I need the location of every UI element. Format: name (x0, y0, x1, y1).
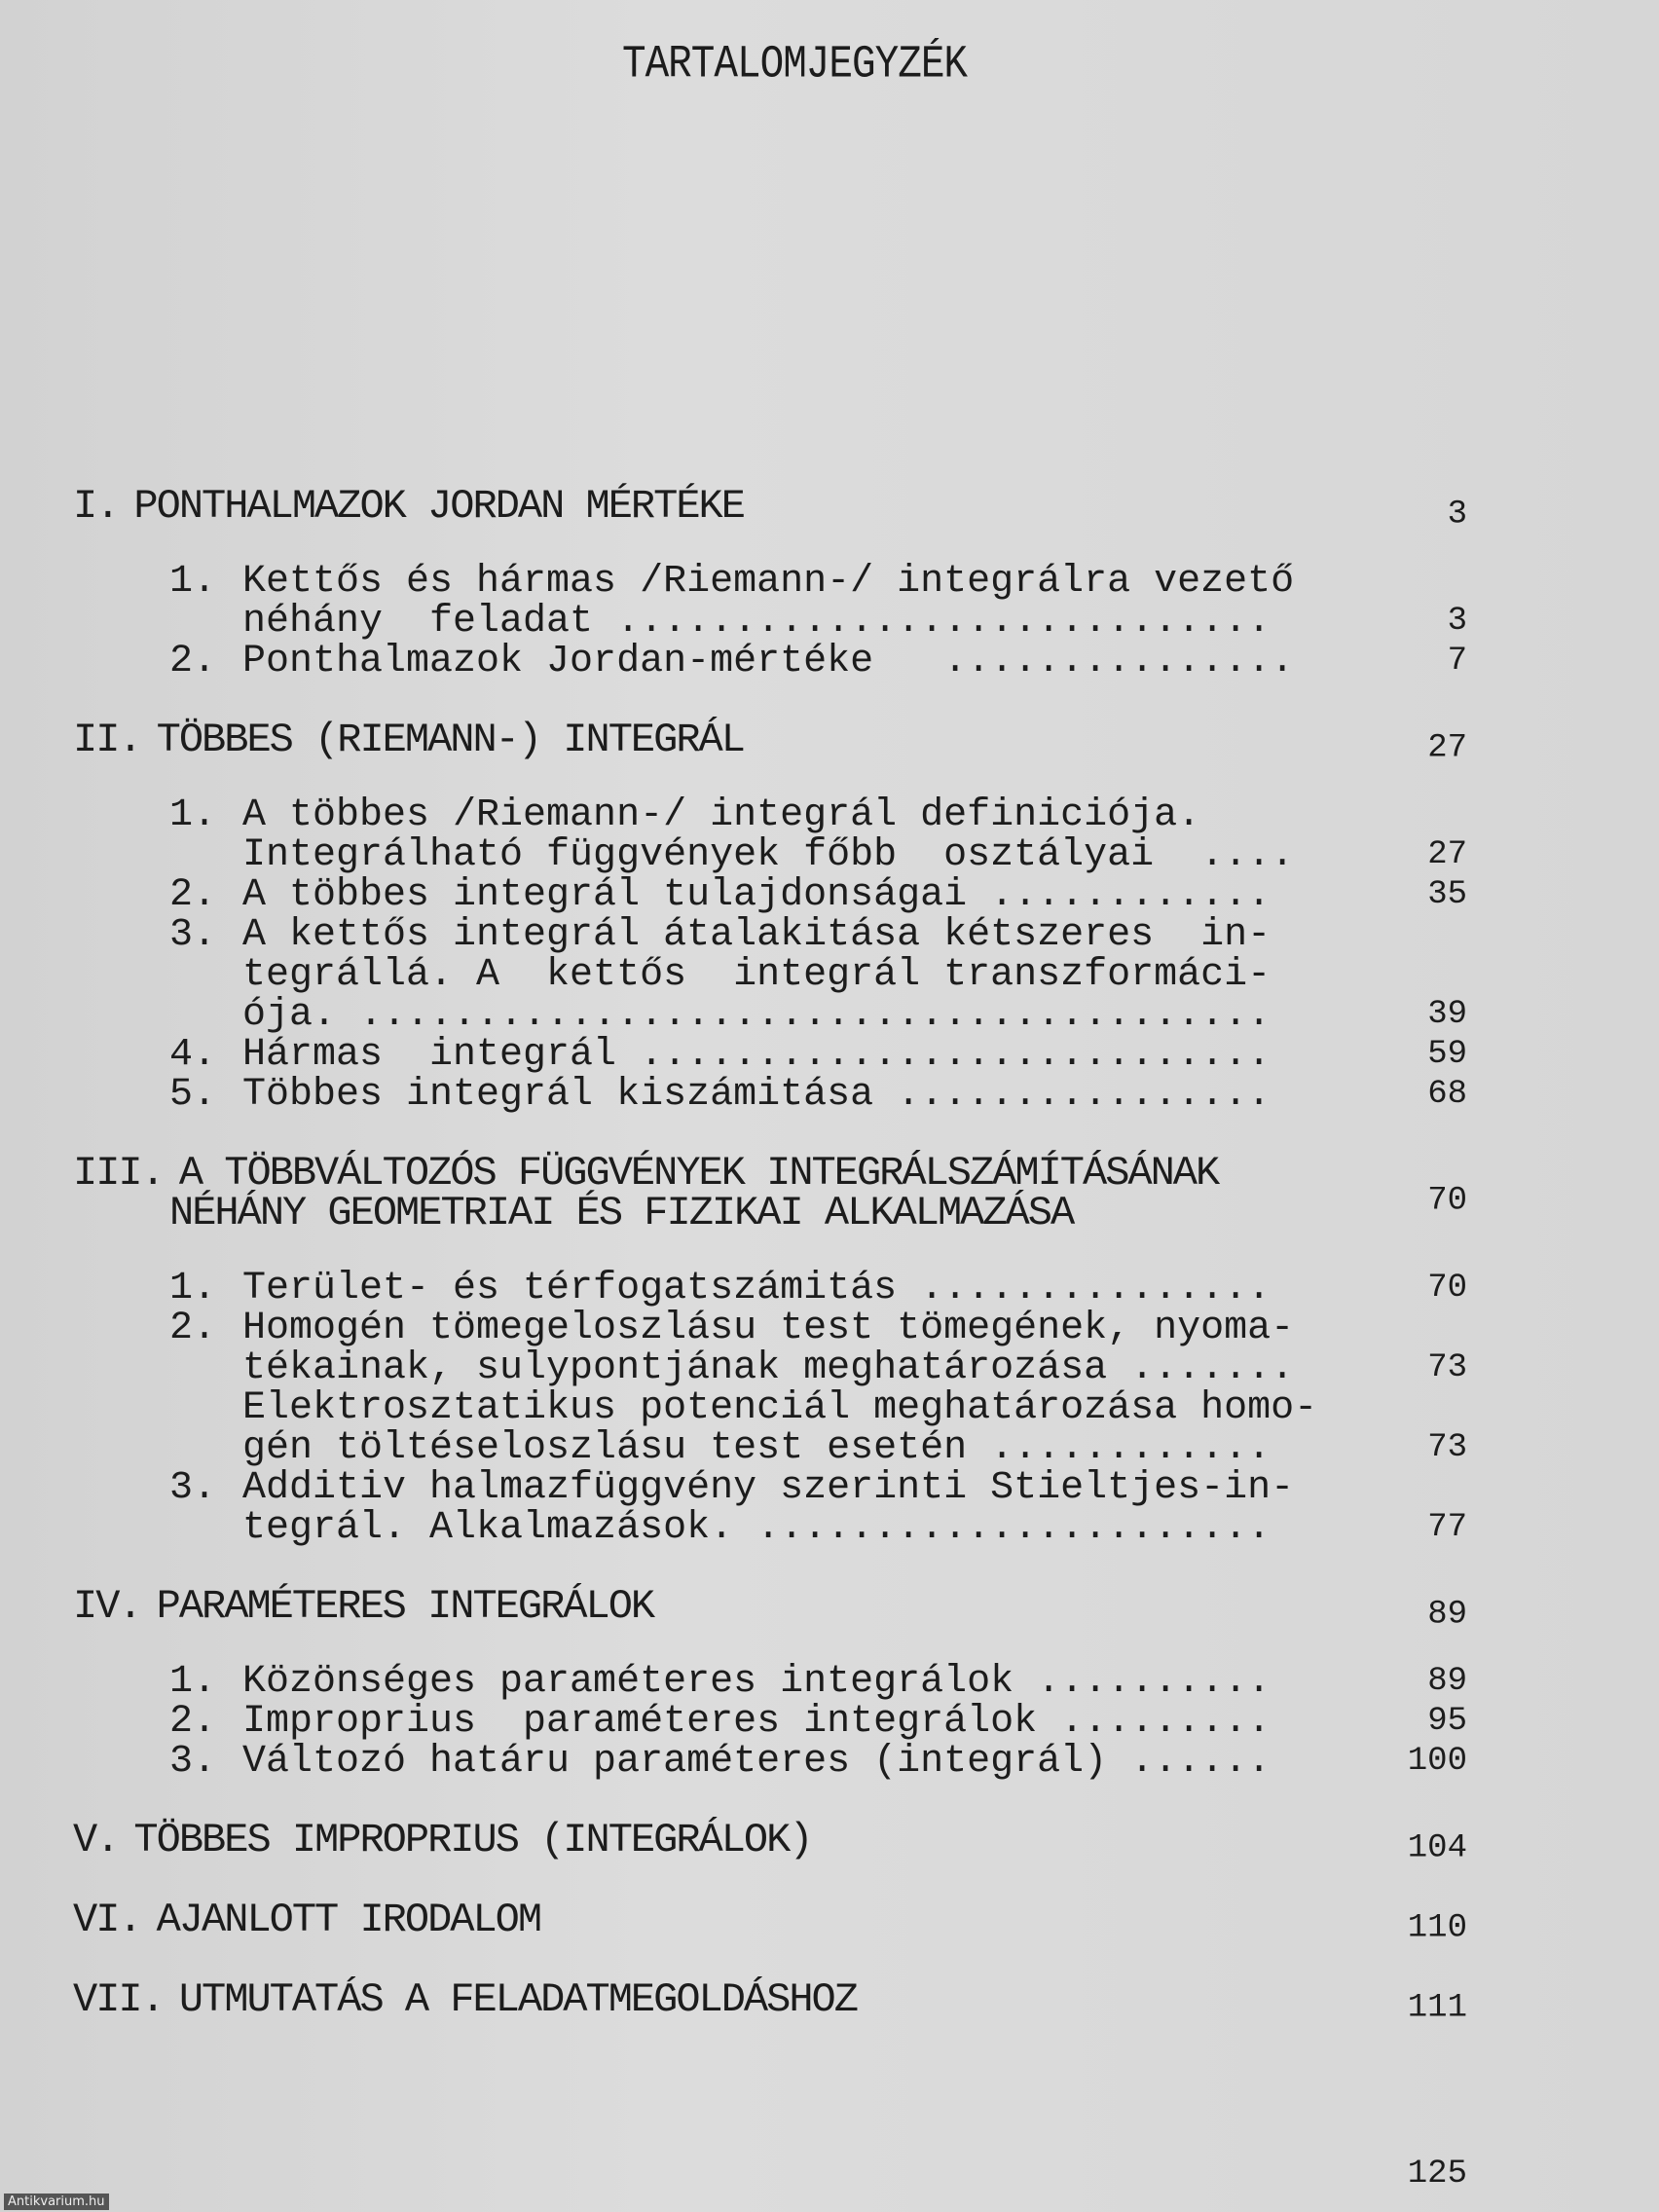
entry-page-number: 77 (1427, 1509, 1467, 1546)
entry-line: ója. ....................................... (242, 993, 1272, 1037)
entry-line: Additiv halmazfüggvény szerinti Stieltjes-in- (242, 1466, 1295, 1510)
section-list (73, 562, 1467, 682)
chapter-title: TÖBBES IMPROPRIUS (INTEGRÁLOK) (133, 1817, 812, 1863)
entry-line: Többes integrál kiszámitása ................ (242, 1073, 1272, 1117)
chapter-title: PARAMÉTERES INTEGRÁLOK (156, 1583, 654, 1630)
entry-text (242, 1309, 1294, 1388)
entry-page-number: 35 (1427, 876, 1467, 913)
chapter-title-line (73, 717, 1350, 763)
entry-line: néhány feladat ............................ (242, 600, 1272, 644)
toc-entry (73, 1468, 1467, 1548)
entry-line: Változó határu paraméteres (integrál) ...... (242, 1740, 1272, 1784)
chapter-title-line (73, 1897, 1350, 1943)
entry-line: Közönséges paraméteres integrálok .......... (242, 1660, 1272, 1704)
toc-entry (73, 1388, 1467, 1468)
entry-line: Kettős és hármas /Riemann-/ integrálra vezető (242, 560, 1295, 604)
chapter-title-line (73, 1817, 1350, 1863)
entry-text (242, 1035, 1271, 1075)
chapter-title: TÖBBES (RIEMANN-) INTEGRÁL (156, 717, 744, 763)
entry-number: 2. (169, 1700, 217, 1744)
entry-page-number: 59 (1427, 1036, 1467, 1073)
entry-page-number: 68 (1427, 1076, 1467, 1113)
toc-entry (73, 1075, 1467, 1115)
chapter-title: A TÖBBVÁLTOZÓS FÜGGVÉNYEK INTEGRÁLSZÁMÍTÁSÁNAK (178, 1150, 1219, 1197)
entry-text (242, 875, 1271, 915)
chapter-heading (73, 483, 1467, 534)
entry-text (242, 915, 1271, 1035)
toc-chapter (73, 1583, 1467, 1784)
entry-page-number: 95 (1427, 1703, 1467, 1740)
toc-entry (73, 875, 1467, 915)
entry-page-number: 89 (1427, 1663, 1467, 1700)
chapter-title-line (73, 1150, 1350, 1197)
entry-line: Terület- és térfogatszámitás ............... (242, 1267, 1272, 1310)
entry-line: Improprius paraméteres integrálok ......... (242, 1700, 1272, 1744)
toc-entry (73, 795, 1467, 875)
toc-chapter (73, 717, 1467, 1117)
entry-line: A többes /Riemann-/ integrál definiciója. (242, 793, 1201, 837)
entry-text (242, 1742, 1271, 1782)
entry-number: 5. (169, 1073, 217, 1117)
chapter-number: VI. (73, 1897, 141, 1943)
entry-line: tegrállá. A kettős integrál transzformáci- (242, 953, 1272, 997)
entry-number: 1. (169, 560, 217, 604)
watermark: Antikvarium.hu (4, 2194, 109, 2210)
chapter-heading (73, 1150, 1467, 1236)
entry-number: 2. (169, 640, 217, 683)
toc-entry (73, 1269, 1467, 1309)
toc-entry (73, 1662, 1467, 1702)
entry-number: 4. (169, 1033, 217, 1077)
entry-line: gén töltéseloszlásu test esetén ............ (242, 1426, 1272, 1470)
chapter-page-number: 3 (1447, 496, 1467, 534)
chapter-number: II. (73, 717, 141, 763)
chapter-heading (73, 1817, 1467, 1867)
entry-number: 1. (169, 1267, 217, 1310)
entry-line: Elektrosztatikus potenciál meghatározása homo- (242, 1386, 1318, 1430)
toc-chapter (73, 1150, 1467, 1550)
entry-page-number: 3 (1447, 603, 1467, 640)
entry-page-number: 39 (1427, 996, 1467, 1033)
entry-page-number: 100 (1407, 1743, 1467, 1780)
chapter-title: NÉHÁNY GEOMETRIAI ÉS FIZIKAI ALKALMAZÁSA (169, 1190, 1074, 1236)
chapter-heading (73, 1583, 1467, 1634)
toc-entry (73, 562, 1467, 642)
entry-text (242, 795, 1294, 875)
entry-line: A kettős integrál átalakitása kétszeres in- (242, 913, 1272, 957)
chapter-title: AJANLOTT IRODALOM (156, 1897, 541, 1943)
entry-text (242, 1075, 1271, 1115)
entry-line: tékainak, sulypontjának meghatározása ....... (242, 1346, 1295, 1390)
chapter-title-line (73, 1190, 1350, 1236)
chapter-heading (73, 1897, 1467, 1947)
entry-number: 3. (169, 913, 217, 957)
chapter-heading (73, 717, 1467, 767)
page-title: TARTALOMJEGYZÉK (621, 39, 968, 92)
entry-page-number: 7 (1447, 643, 1467, 680)
entry-text (242, 1662, 1271, 1702)
entry-number: 1. (169, 793, 217, 837)
toc-entry (73, 915, 1467, 1035)
chapter-page-number: 111 (1407, 1989, 1467, 2027)
entry-text (242, 1388, 1317, 1468)
entry-text (242, 562, 1294, 642)
entry-number: 1. (169, 1660, 217, 1704)
toc-entry (73, 1702, 1467, 1742)
toc-entry (73, 1035, 1467, 1075)
entry-line: Integrálható függvények főbb osztályai .... (242, 833, 1295, 877)
toc-entry (73, 1309, 1467, 1388)
chapter-number: IV. (73, 1583, 141, 1630)
entry-page-number: 73 (1427, 1429, 1467, 1466)
toc-chapter (73, 1897, 1467, 1947)
section-list (73, 1662, 1467, 1782)
entry-number: 3. (169, 1740, 217, 1784)
chapter-title-line (73, 483, 1350, 530)
chapter-number: I. (73, 483, 119, 530)
entry-text (242, 1702, 1271, 1742)
entry-text (242, 1269, 1271, 1309)
page-number: 125 (1407, 2156, 1467, 2193)
chapter-title-line (73, 1583, 1350, 1630)
entry-line: Hármas integrál ........................... (242, 1033, 1272, 1077)
toc-chapter (73, 1976, 1467, 2027)
table-of-contents (73, 483, 1467, 2060)
chapter-number: III. (73, 1150, 164, 1197)
toc-chapter (73, 1817, 1467, 1867)
entry-line: tegrál. Alkalmazások. ...................... (242, 1506, 1272, 1550)
section-list (73, 795, 1467, 1115)
entry-number (169, 1388, 242, 1468)
toc-entry (73, 642, 1467, 682)
entry-page-number: 70 (1427, 1270, 1467, 1307)
chapter-title: UTMUTATÁS A FELADATMEGOLDÁSHOZ (178, 1976, 857, 2023)
chapter-page-number: 104 (1407, 1829, 1467, 1867)
entry-text (242, 642, 1294, 682)
entry-page-number: 27 (1427, 836, 1467, 873)
entry-text (242, 1468, 1294, 1548)
entry-number: 3. (169, 1466, 217, 1510)
chapter-page-number: 89 (1427, 1596, 1467, 1634)
chapter-number: V. (73, 1817, 119, 1863)
chapter-page-number: 110 (1407, 1909, 1467, 1947)
chapter-page-number: 27 (1427, 729, 1467, 767)
chapter-heading (73, 1976, 1467, 2027)
entry-line: A többes integrál tulajdonságai ............ (242, 873, 1272, 917)
entry-page-number: 73 (1427, 1349, 1467, 1386)
chapter-page-number: 70 (1427, 1182, 1467, 1220)
entry-number: 2. (169, 1307, 217, 1350)
chapter-number: VII. (73, 1976, 164, 2023)
entry-number: 2. (169, 873, 217, 917)
chapter-title-line (73, 1976, 1350, 2023)
chapter-title: PONTHALMAZOK JORDAN MÉRTÉKE (133, 483, 744, 530)
toc-chapter (73, 483, 1467, 683)
entry-line: Ponthalmazok Jordan-mértéke ............... (242, 640, 1295, 683)
toc-entry (73, 1742, 1467, 1782)
entry-line: Homogén tömegeloszlásu test tömegének, nyoma- (242, 1307, 1295, 1350)
section-list (73, 1269, 1467, 1548)
